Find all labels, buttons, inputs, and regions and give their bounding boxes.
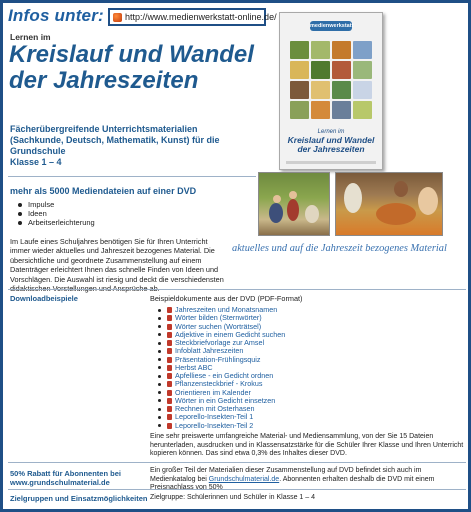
divider	[8, 462, 466, 463]
rabatt-text-before: Ein großer Teil der Materialien dieser Zusammenstellung auf DVD befindet sich auch im Medienkatalog bei	[150, 467, 422, 483]
subtitle	[10, 124, 250, 168]
feature-item: Ideen	[18, 209, 95, 218]
download-link[interactable]: Wörter in ein Gedicht einsetzen	[175, 395, 276, 405]
download-link[interactable]: Wörter bilden (Sternwörter)	[175, 313, 262, 323]
bullet	[158, 416, 161, 419]
dvd-logo: medienwerkstatt	[310, 23, 354, 29]
bullet	[158, 309, 161, 312]
download-link[interactable]: Steckbriefvorlage zur Amsel	[175, 338, 265, 347]
pdf-icon	[167, 340, 172, 346]
download-link[interactable]: Infoblatt Jahreszeiten	[175, 346, 244, 356]
download-link[interactable]: Leporello-Insekten-Teil 1	[175, 412, 254, 422]
rabatt-text-after: . Abonnenten erhalten deshalb die DVD mit einem Preisnachlass von 50%	[150, 475, 435, 492]
download-link[interactable]: Präsentation-Frühlingsquiz	[175, 354, 261, 364]
divider	[8, 489, 466, 490]
infos-label: Infos unter:	[8, 6, 104, 25]
download-link[interactable]: Orientieren im Kalender	[175, 387, 251, 397]
bullet	[158, 375, 161, 378]
pdf-icon	[167, 390, 172, 396]
grade-text: Klasse 1 – 4	[10, 157, 62, 167]
pdf-icon	[167, 381, 172, 387]
grundschulmaterial-link[interactable]: Grundschulmaterial.de	[208, 475, 280, 483]
bullet	[158, 424, 161, 427]
bullet	[158, 358, 161, 361]
url-text[interactable]: http://www.medienwerkstatt-online.de/	[125, 12, 277, 22]
bullet	[158, 317, 161, 320]
pdf-icon	[167, 406, 172, 412]
feature-item: Arbeitserleichterung	[18, 218, 95, 227]
bullet	[158, 342, 161, 345]
photo-children-classroom	[335, 172, 443, 236]
download-item[interactable]	[158, 422, 285, 430]
download-link[interactable]: Herbst ABC	[175, 362, 213, 372]
zielgruppen-text: Zielgruppe: Schülerinnen und Schüler in Klasse 1 – 4	[150, 494, 315, 501]
bullet	[158, 391, 161, 394]
download-link[interactable]: Pflanzensteckbrief - Krokus	[175, 379, 263, 389]
divider	[8, 176, 256, 177]
download-list	[158, 306, 285, 430]
url-box[interactable]	[108, 8, 277, 26]
feature-list	[18, 200, 95, 227]
dvd-title: Kreislauf und Wandel der Jahreszeiten	[287, 135, 375, 154]
downloads-heading: Downloadbeispiele	[10, 294, 78, 303]
bullet	[158, 383, 161, 386]
pdf-icon	[167, 348, 172, 354]
dvd-footer-strip	[286, 161, 376, 164]
downloads-intro: Beispieldokumente aus der DVD (PDF-Format)	[150, 294, 303, 303]
dvd-photo-mosaic	[290, 41, 372, 119]
download-link[interactable]: Apfelliese - ein Gedicht ordnen	[175, 371, 274, 380]
pdf-icon	[167, 357, 172, 363]
downloads-note: Eine sehr preiswerte umfangreiche Material- und Mediensammlung, von der Sie 15 Dateien herunterladen, ausdrucken und in Klassensatzstärke für die Schüler Ihrer Klasse und Ihren Unterricht kopieren können. Das sind etwa 0,3% des Inhaltes dieser DVD.	[150, 433, 464, 458]
features-heading: mehr als 5000 Mediendateien auf einer DVD	[10, 186, 197, 196]
pdf-icon	[167, 414, 172, 420]
pdf-icon	[167, 365, 172, 371]
download-link[interactable]: Adjektive in einem Gedicht suchen	[175, 329, 286, 339]
bullet	[158, 399, 161, 402]
photo-caption: aktuelles und auf die Jahreszeit bezogenes Material	[232, 243, 447, 254]
zielgruppen-heading: Zielgruppen und Einsatzmöglichkeiten	[10, 494, 148, 503]
pdf-icon	[167, 315, 172, 321]
bullet	[158, 325, 161, 328]
features-paragraph: Im Laufe eines Schuljahres benötigen Sie für Ihren Unterricht immer wieder aktuelles und Jahreszeit bezogenes Material. Die übersichtliche und geordnete Zusammenstellung auf einem Datenträger erleichtert Ihnen das schnelle Finden von Ideen und Vorschlägen. Die Auswahl ist riesig und deckt die verschiedensten didaktischen Vorstellungen und Ansprüche ab.	[10, 237, 224, 294]
download-link[interactable]: Jahreszeiten und Monatsnamen	[175, 305, 278, 314]
feature-item: Impulse	[18, 200, 95, 209]
pdf-icon	[167, 423, 172, 429]
download-link[interactable]: Rechnen mit Osterhasen	[175, 404, 255, 413]
pdf-icon	[167, 307, 172, 313]
pdf-icon	[167, 373, 172, 379]
site-icon	[113, 13, 122, 22]
divider	[8, 289, 466, 290]
pdf-icon	[167, 324, 172, 330]
pdf-icon	[167, 332, 172, 338]
dvd-kicker: Lernen im	[317, 129, 345, 135]
subtitle-text: Fächerübergreifende Unterrichtsmaterialien (Sachkunde, Deutsch, Mathematik, Kunst) für die Grundschule	[10, 124, 220, 156]
page-title: Kreislauf und Wandel der Jahreszeiten	[9, 41, 254, 94]
download-link[interactable]: Leporello-Insekten-Teil 2	[175, 420, 254, 430]
bullet	[158, 350, 161, 353]
dvd-cover	[279, 12, 383, 170]
photo-children-outdoors	[258, 172, 330, 236]
bullet	[158, 408, 161, 411]
bullet	[158, 333, 161, 336]
bullet	[158, 366, 161, 369]
pdf-icon	[167, 398, 172, 404]
title-kicker: Lernen im	[10, 32, 51, 42]
download-link[interactable]: Wörter suchen (Worträtsel)	[175, 321, 262, 331]
rabatt-heading: 50% Rabatt für Abonnenten bei www.grundschulmaterial.de	[10, 469, 121, 487]
